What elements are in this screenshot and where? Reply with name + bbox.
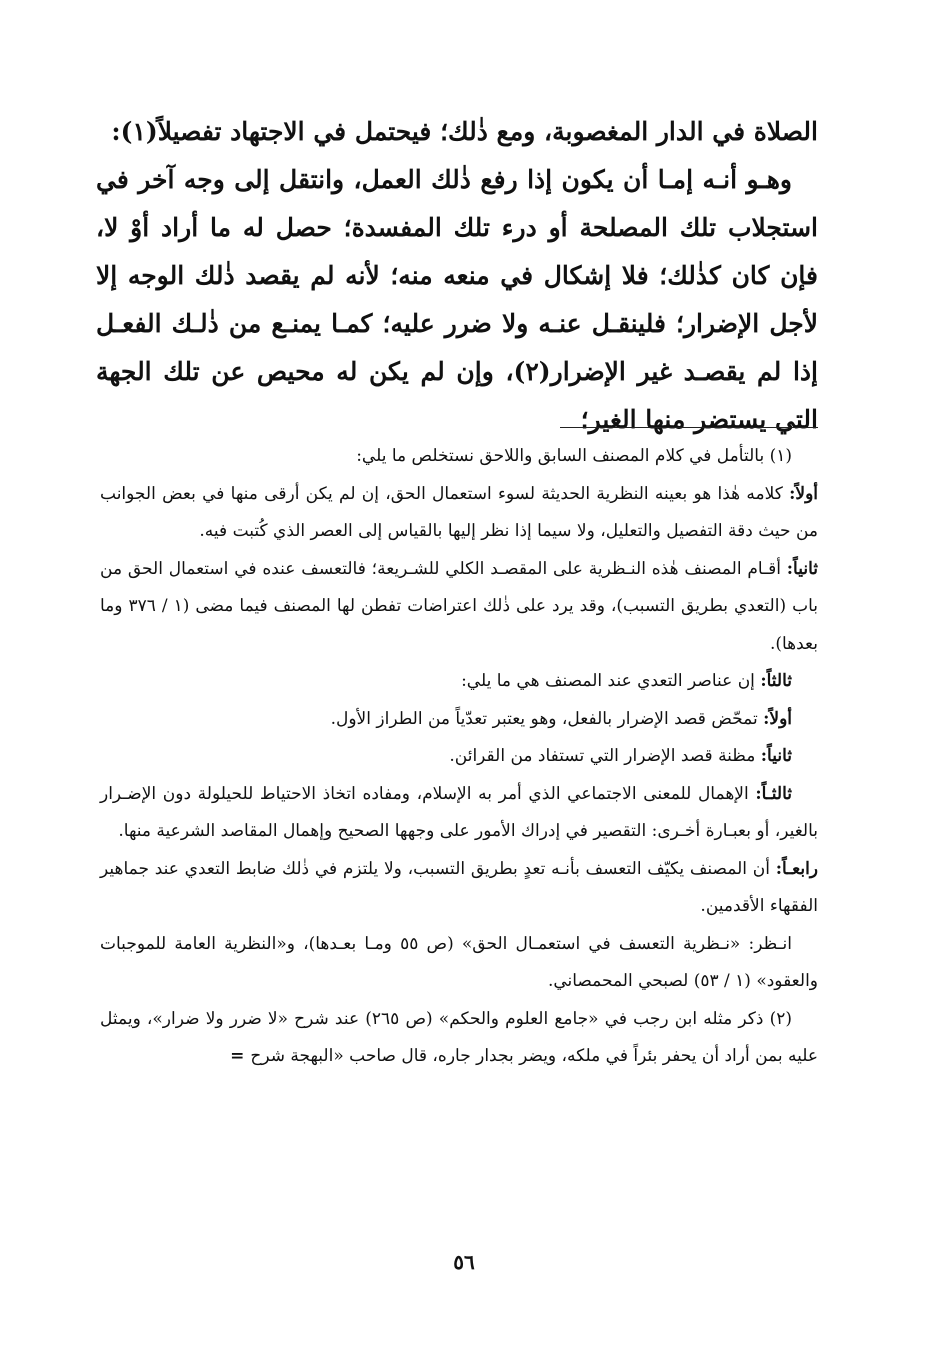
point-3-lead: ثالثاً:	[760, 671, 792, 691]
footnote-1-point-4	[100, 851, 818, 926]
point-1-lead: أولاً:	[789, 483, 818, 504]
footnote-1-point-2	[100, 551, 818, 664]
point-2-lead: ثانياً:	[786, 558, 818, 579]
point-4-lead: رابعـاً:	[775, 858, 819, 879]
footnote-1-point-1	[100, 476, 818, 551]
point-1-text: كلامه هٰذا هو بعينه النظرية الحديثة لسوء استعمال الحق، إن لم يكن أرقى منها في بعض الجوانب من حيث دقة التفصيل والتعليل، ولا سيما إذا نظر إليها بالقياس إلى العصر الذي كُتبت فيه.	[100, 483, 818, 541]
body-paragraph-1: الصلاة في الدار المغصوبة، ومع ذٰلك؛ فيحتمل في الاجتهاد تفصيلاً(١):	[111, 117, 818, 146]
footnote-2-text: (٢) ذكر مثله ابن رجب في «جامع العلوم والحكم» (ص ٢٦٥) عند شرح «لا ضرر ولا ضرار»، ويمثل عليه بمن أراد أن يحفر بئراً في ملكه، ويضر بجدار جاره، قال صاحب «البهجة شرح	[100, 1008, 818, 1066]
footnote-1-reference: انـظر: «نـظرية التعسف في استعمـال الحق» (ص ٥٥ ومـا بعـدها)، و«النظرية العامة للموجبات والعقود» (١ / ٥٣) لصبحي المحمصاني.	[100, 933, 818, 991]
subpoint-3-text: الإهمال للمعنى الاجتماعي الذي أمر به الإسلام، ومفاده اتخاذ الاحتياط للحيلولة دون الإضـرار بالغير، أو بعبـارة أخـرى: التقصير في إدراك الأمور على وجهها الصحيح وإهمال المقاصد الشرعية منها.	[100, 783, 818, 841]
footnote-1-subpoint-3	[100, 776, 818, 851]
subpoint-3-lead: ثالثـاً:	[755, 783, 792, 804]
subpoint-2-text: مظنة قصد الإضرار التي تستفاد من القرائن.	[449, 746, 756, 766]
page-number: ٥٦	[453, 1250, 475, 1274]
main-text	[96, 108, 818, 444]
subpoint-1-lead: أولاً:	[763, 708, 792, 729]
footnote-separator	[560, 427, 818, 428]
footnote-1-intro: (١) بالتأمل في كلام المصنف السابق واللاحق نستخلص ما يلي:	[356, 446, 792, 466]
footnotes	[100, 438, 818, 1076]
point-2-text: أقـام المصنف هٰذه النـظرية على المقصـد الكلي للشـريعة؛ فالتعسف عنده في استعمال الحق من باب (التعدي بطريق التسبب)، وقد يرد على ذٰلك اعتراضات تفطن لها المصنف فيما مضى (١ / ٣٧٦ وما بعدها).	[100, 558, 818, 654]
footnote-1-point-3	[100, 663, 818, 701]
point-3-text: إن عناصر التعدي عند المصنف هي ما يلي:	[461, 671, 755, 691]
body-paragraph-2: وهـو أنـه إمـا أن يكون إذا رفع ذٰلك العمل، وانتقل إلى وجه آخر في استجلاب تلك المصلحة أو درء تلك المفسدة؛ حصل له ما أراد أوْ لا، فإن كان كذٰلك؛ فلا إشكال في منعه منه؛ لأنه لم يقصد ذٰلك الوجه إلا لأجل الإضرار؛ فلينقـل عنـه ولا ضرر عليه؛ كمـا يمنـع من ذٰلـك الفعـل إذا لم يقصـد غير الإضرار(٢)، وإن لم يكن له محيص عن تلك الجهة التي يستضر منها الغير؛	[96, 165, 819, 434]
footnote-2	[100, 1001, 818, 1076]
footnote-1-subpoint-1	[100, 701, 818, 739]
continuation-mark: =	[230, 1046, 245, 1066]
point-4-text: أن المصنف يكيّف التعسف بأنـه تعدٍ بطريق التسبب، ولا يلتزم في ذٰلك ضابط التعدي عند جماهير الفقهاء الأقدمين.	[100, 858, 818, 916]
subpoint-1-text: تمحّض قصد الإضرار بالفعل، وهو يعتبر تعدّياً من الطراز الأول.	[330, 708, 758, 729]
subpoint-2-lead: ثانياً:	[760, 746, 792, 766]
footnote-1-subpoint-2	[100, 738, 818, 776]
